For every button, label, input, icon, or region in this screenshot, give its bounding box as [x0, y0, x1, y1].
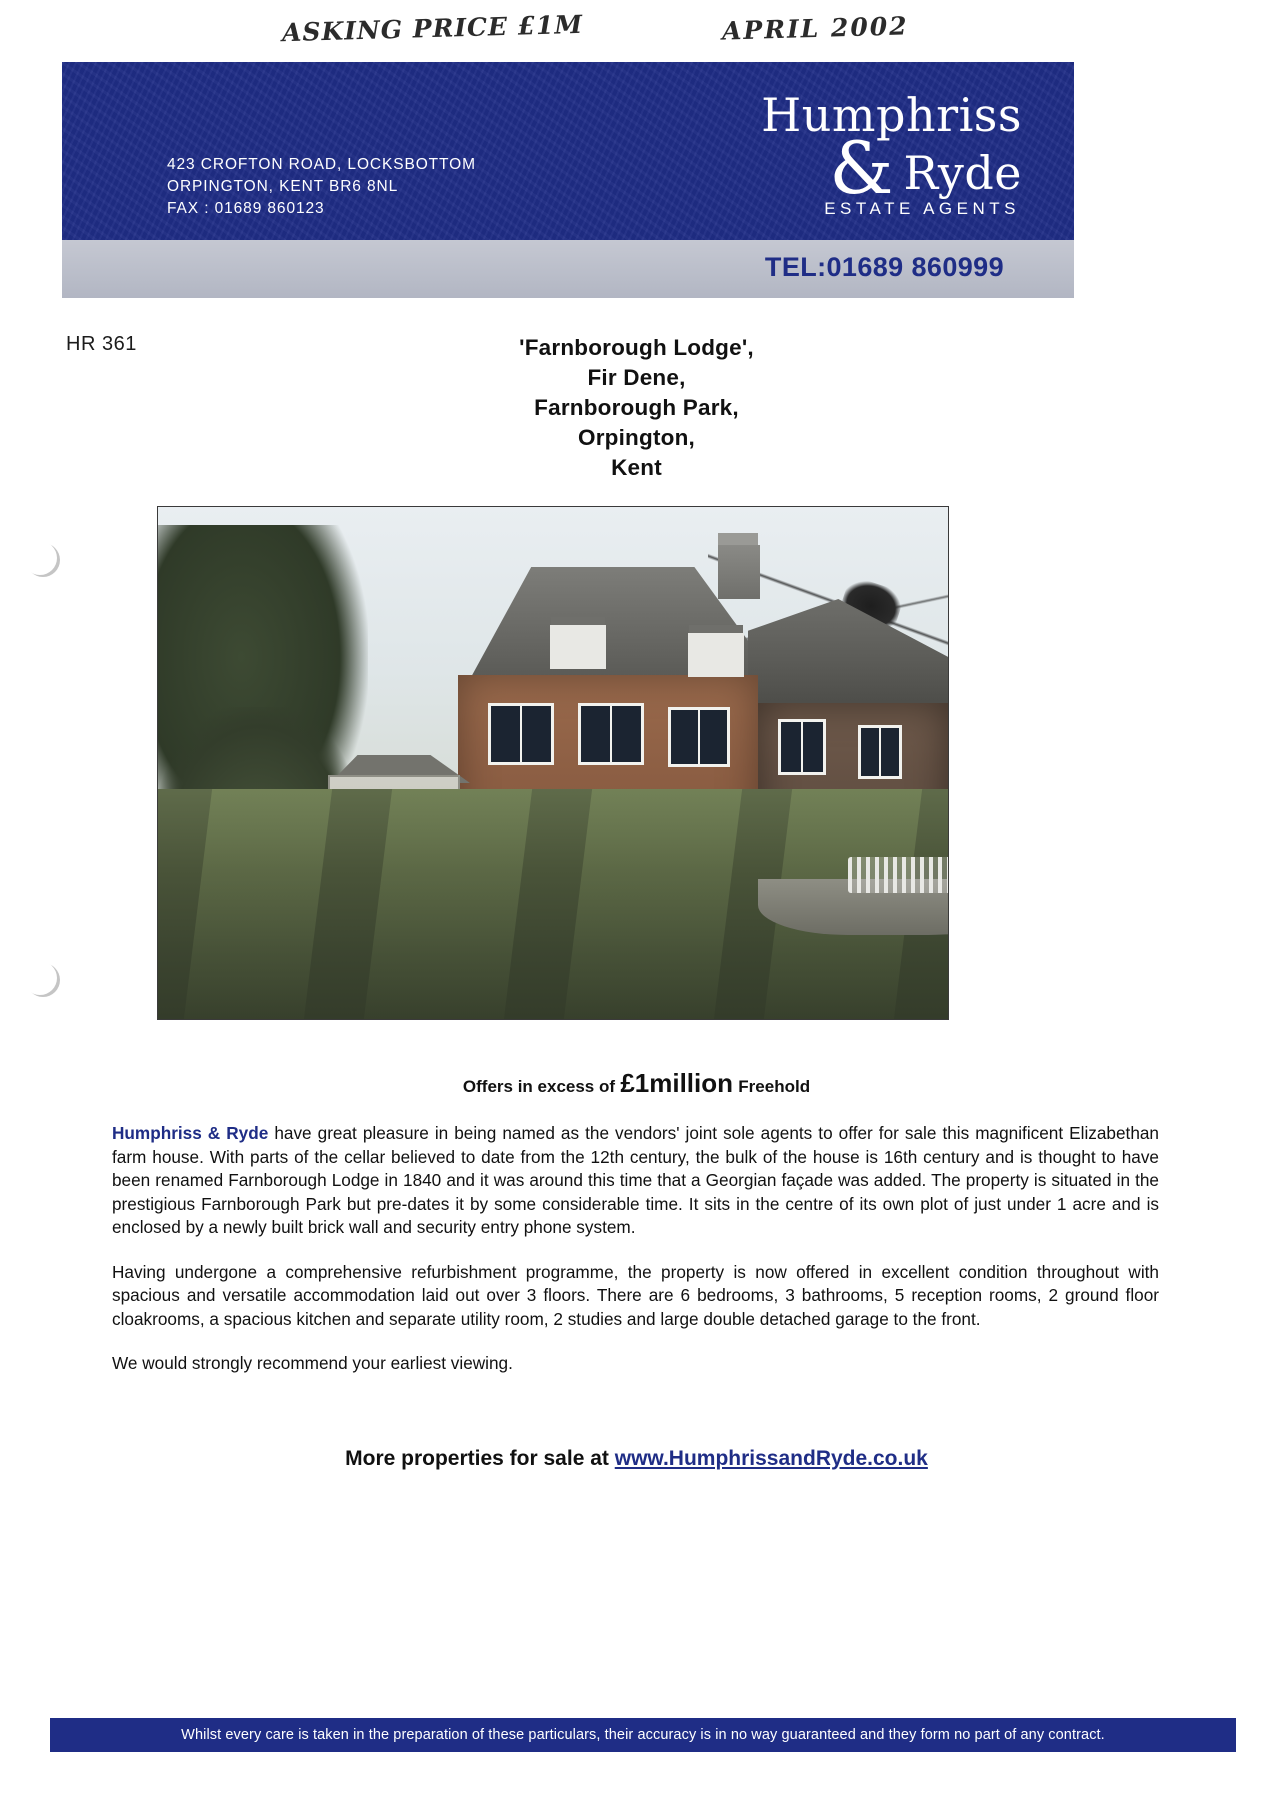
photo-lawn-streak-2: [364, 789, 532, 1019]
description-paragraph-3: We would strongly recommend your earliest viewing.: [112, 1353, 513, 1373]
photo-garden-furniture: [848, 857, 949, 893]
telephone-number: TEL:01689 860999: [764, 252, 1004, 282]
photo-lawn-streak-3: [564, 789, 742, 1019]
property-photo: [157, 506, 949, 1020]
title-line-3: Farnborough Park,: [534, 395, 739, 420]
photo-dormer-right: [688, 633, 744, 677]
title-line-4: Orpington,: [578, 425, 695, 450]
agency-address-line-2: ORPINGTON, KENT BR6 8NL: [167, 178, 399, 195]
disclaimer-bar: Whilst every care is taken in the preparation of these particulars, their accuracy is in no way guaranteed and they form no part of any contract.: [50, 1718, 1236, 1752]
handwritten-asking-price: ASKING PRICE £1M: [281, 9, 584, 48]
price-caption: [0, 1068, 1273, 1099]
brand-name-line-2: Ryde: [903, 146, 1022, 201]
price-prefix: Offers in excess of: [462, 1077, 616, 1096]
title-line-1: 'Farnborough Lodge',: [519, 335, 754, 360]
agency-fax: FAX : 01689 860123: [167, 200, 325, 217]
photo-chimney-pot: [718, 533, 758, 545]
handwritten-date: APRIL 2002: [721, 11, 909, 46]
letterhead-banner: [62, 62, 1074, 240]
brand-inline-mention: Humphriss & Ryde: [112, 1123, 269, 1143]
photo-dormer-left: [550, 625, 606, 669]
punch-hole-bottom: [26, 963, 60, 997]
photo-lawn-streak-1: [184, 789, 332, 1019]
telephone-bar: [62, 240, 1074, 298]
title-line-5: Kent: [611, 455, 662, 480]
price-tenure: Freehold: [738, 1077, 811, 1096]
punch-hole-top: [26, 543, 60, 577]
photo-window-2: [578, 703, 644, 765]
agency-address-line-1: 423 CROFTON ROAD, LOCKSBOTTOM: [167, 156, 476, 173]
photo-window-1: [488, 703, 554, 765]
photo-chimney: [718, 545, 760, 599]
brand-subtitle: ESTATE AGENTS: [824, 199, 1020, 219]
property-description: [112, 1122, 1159, 1397]
agency-logo: [761, 88, 1022, 219]
ampersand-glyph: &: [829, 126, 894, 210]
more-properties-line: [0, 1447, 1273, 1471]
brand-name-line-1: Humphriss: [761, 88, 1022, 142]
price-amount: £1million: [620, 1068, 734, 1098]
website-link[interactable]: www.HumphrissandRyde.co.uk: [614, 1447, 928, 1470]
photo-window-4: [778, 719, 826, 775]
description-paragraph-2: Having undergone a comprehensive refurbishment programme, the property is now offered in excellent condition throughout with spacious and versatile accommodation laid out over 3 floors. There are 6 bedrooms, 3 bathrooms, 5 reception rooms, 2 ground floor cloakrooms, a spacious kitchen and separate utility room, 2 studies and large double detached garage to the front.: [112, 1261, 1159, 1329]
description-paragraph-1-text: have great pleasure in being named as the vendors' joint sole agents to offer for sale this magnificent Elizabethan farm house. With parts of the cellar believed to date from the 12th century, the bulk of the house is 16th century and is thought to have been renamed Farnborough Lodge in 1840 and it was around this time that a Georgian façade was added. The property is situated in the prestigious Farnborough Park but pre-dates it by some considerable time. It sits in the centre of its own plot of just under 1 acre and is enclosed by a newly built brick wall and security entry phone system.: [112, 1123, 1159, 1237]
photo-window-5: [858, 725, 902, 779]
property-title: [0, 333, 1273, 483]
photo-window-3: [668, 707, 730, 767]
more-properties-label: More properties for sale at: [345, 1447, 609, 1470]
title-line-2: Fir Dene,: [587, 365, 686, 390]
property-reference: HR 361: [66, 333, 137, 355]
description-paragraph-1: [112, 1122, 1159, 1240]
agency-address: [167, 154, 476, 220]
